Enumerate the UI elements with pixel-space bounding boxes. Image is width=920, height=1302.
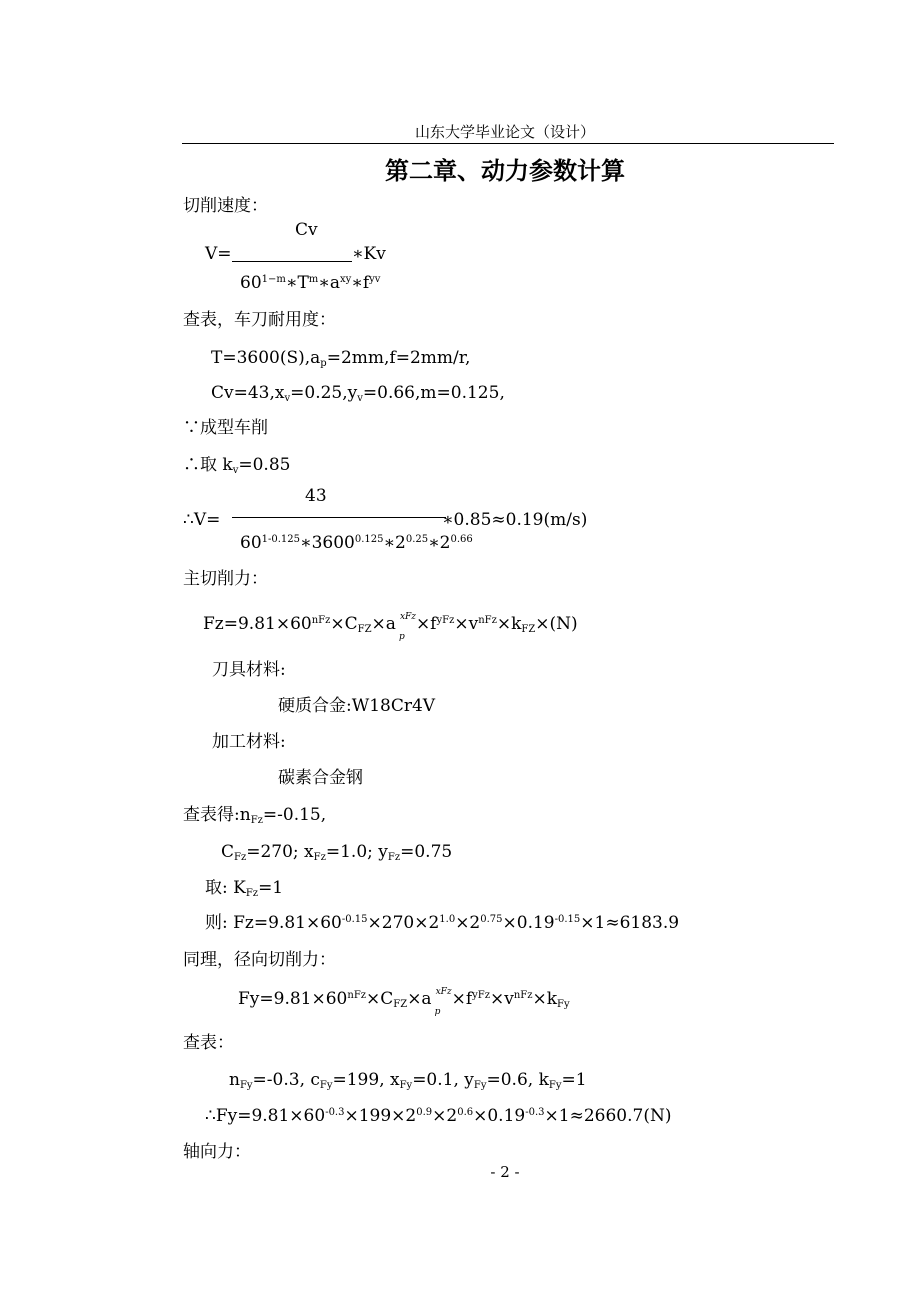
tool-life-label: 查表，车刀耐用度： <box>183 310 336 330</box>
forming-therefore: ∴取 $k_v=0.85$ <box>183 455 291 476</box>
speed-calc-numerator: 43 <box>305 486 327 506</box>
tool-material-value: 硬质合金:W18Cr4V <box>278 696 436 716</box>
radial-force-label: 同理，径向切削力： <box>183 950 336 970</box>
tool-material-label: 刀具材料: <box>212 660 286 680</box>
speed-formula-numerator: Cv <box>295 220 318 240</box>
axial-force-label: 轴向力： <box>183 1142 251 1162</box>
work-material-label: 加工材料: <box>212 732 286 752</box>
main-force-label: 主切削力： <box>183 569 268 589</box>
chapter-title: 第二章、动力参数计算 <box>385 157 625 185</box>
tool-life-params-1: $T=3600(S),a_p=2mm,f=2mm/r$, <box>211 348 471 369</box>
page-header: 山东大学毕业论文（设计） <box>414 123 595 141</box>
speed-calc-result: ∗0.85≈0.19(m/s) <box>442 510 588 530</box>
cutting-speed-label: 切削速度： <box>183 196 268 216</box>
header-rule <box>182 143 834 144</box>
speed-formula-kv: ∗Kv <box>352 244 386 264</box>
speed-fraction-bar <box>232 261 352 262</box>
lookup-fz-line-1: 查表得$:n_{Fz}=-0.15$, <box>183 805 327 826</box>
main-force-formula: $Fz=9.81\times 60^{nFz}\times C_{FZ}\times a$ xFz p $\times f^{yFz}\times v^{nFz}\times k_{FZ}\times(N)$ <box>203 612 578 642</box>
lookup-fz-line-3: 取: $K_{Fz}=1$ <box>205 878 284 899</box>
speed-formula-lhs: V= <box>205 244 232 264</box>
page-number: - 2 - <box>490 1163 520 1181</box>
lookup-fy-params: $n_{Fy}=-0.3$, $c_{Fy}=199$, $x_{Fy}=0.1$, $y_{Fy}=0.6$, $k_{Fy}=1$ <box>229 1070 587 1091</box>
lookup-fy-label: 查表： <box>183 1033 234 1053</box>
speed-calc-denominator: $60^{1-0.125}∗3600^{0.125}∗2^{0.25}∗2^{0.66}$ <box>240 533 473 553</box>
forming-because: ∵成型车削 <box>183 418 268 438</box>
fy-result: $\therefore Fy=9.81\times 60^{-0.3}\times 199\times 2^{0.9}\times 2^{0.6}\times 0.19^{-0.3}\times 1\approx 2660.7(N)$ <box>205 1106 672 1126</box>
fz-result: 则: $Fz=9.81\times 60^{-0.15}\times 270\times 2^{1.0}\times 2^{0.75}\times 0.19^{-0.15}\times 1\approx 6183.9$ <box>205 913 680 933</box>
lookup-fz-line-2: $C_{Fz}=270$; $x_{Fz}=1.0$; $y_{Fz}=0.75$ <box>221 842 453 863</box>
speed-formula-denominator: $60^{1-m}∗T^m∗a^{xy}∗f^{yv}$ <box>240 273 381 293</box>
work-material-value: 碳素合金钢 <box>278 768 363 788</box>
speed-calc-fraction-bar <box>232 517 446 518</box>
tool-life-params-2: $Cv=43,x_v=0.25,y_v=0.66,m=0.125$, <box>211 383 505 404</box>
speed-calc-lhs: ∴V= <box>183 510 221 530</box>
radial-force-formula: $Fy=9.81\times 60^{nFz}\times C_{FZ}\times a$ xFz p $\times f^{yFz}\times v^{nFz}\times k_{Fy}$ <box>238 987 570 1017</box>
